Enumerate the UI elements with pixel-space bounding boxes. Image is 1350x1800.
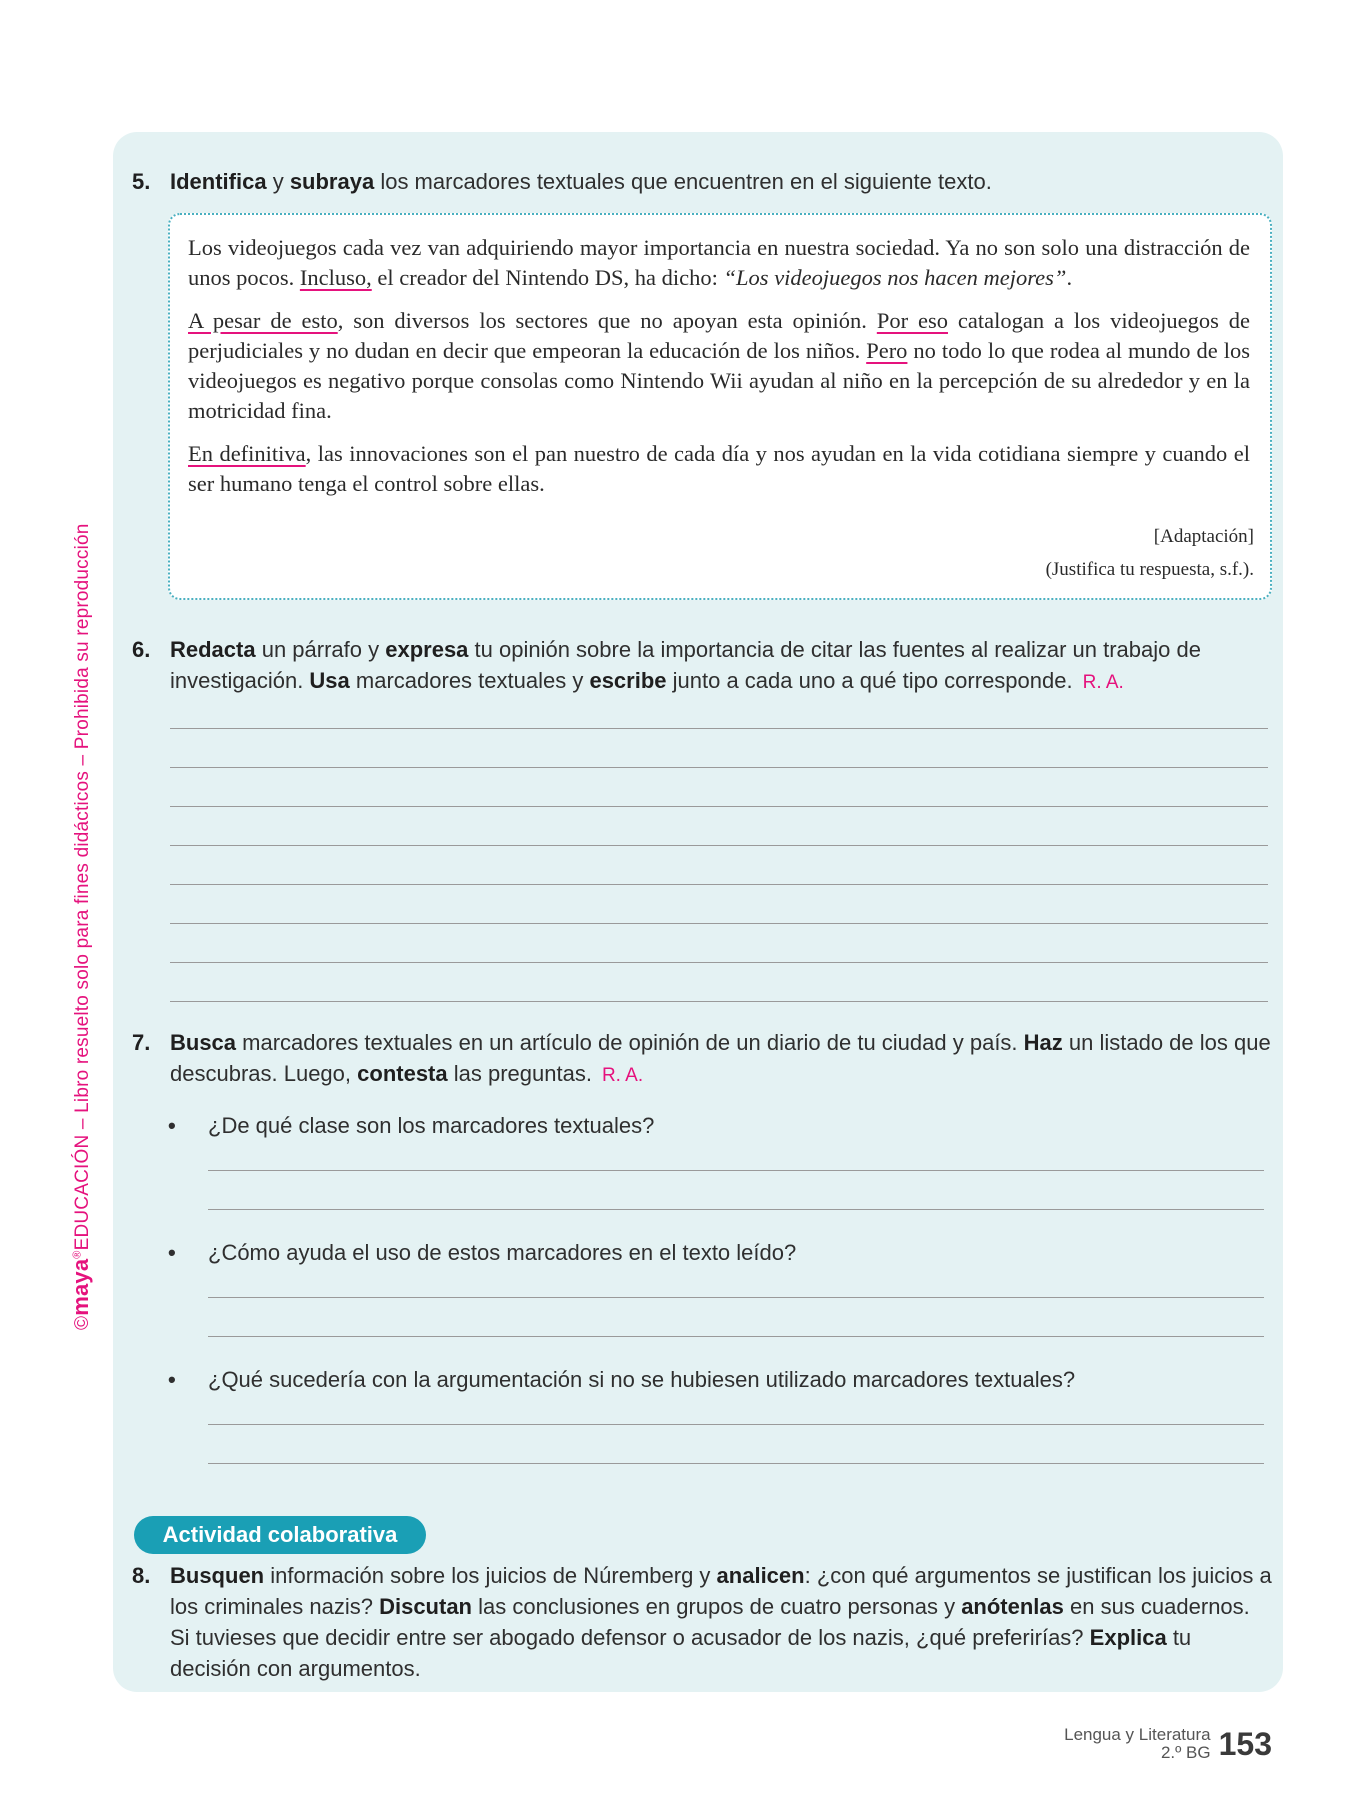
marker-por-eso: Por eso xyxy=(876,308,948,333)
question-6 xyxy=(132,634,1272,698)
answer-note: R. A. xyxy=(601,1065,644,1086)
footer-subject: Lengua y Literatura 2.º BG xyxy=(1064,1725,1211,1762)
answer-line[interactable] xyxy=(208,1209,1264,1210)
answer-line[interactable] xyxy=(208,1170,1264,1171)
marker-a-pesar-de-esto: A pesar de esto xyxy=(188,308,338,333)
answer-line[interactable] xyxy=(208,1424,1264,1425)
answer-line[interactable] xyxy=(170,806,1268,807)
question-number: 8. xyxy=(132,1563,151,1588)
reading-paragraph-2: A pesar de esto, son diversos los sectores que no apoyan esta opinión. Por eso catalogan a los videojuegos de perjudiciales y no dudan en decir que empeoran la educación de los niños. Pero no todo lo que rodea al mundo de los videojuegos es negativo porque consolas como Nintendo Wii ayudan al niño en la percepción de su alrededor y en la motricidad fina. xyxy=(188,308,1250,423)
question-8-text: Busquen información sobre los juicios de Núremberg y analicen: ¿con qué argumentos se justifican los juicios a los criminales nazis? Discutan las conclusiones en grupos de cuatro personas y anótenlas en sus cuadernos. Si tuvieses que decidir entre ser abogado defensor o acusador de los nazis, ¿qué preferirías? Explica tu decisión con argumentos. xyxy=(170,1563,1272,1681)
copyright-side-text: ©maya®EDUCACIÓN – Libro resuelto solo para fines didácticos – Prohibida su reproducción xyxy=(68,523,93,1330)
answer-line[interactable] xyxy=(208,1297,1264,1298)
question-number: 6. xyxy=(132,637,151,662)
answer-line[interactable] xyxy=(170,728,1268,729)
answer-line[interactable] xyxy=(170,923,1268,924)
marker-pero: Pero xyxy=(866,338,908,363)
reading-paragraph-1: Los videojuegos cada vez van adquiriendo mayor importancia en nuestra sociedad. Ya no son solo una distracción de unos pocos. Incluso, el creador del Nintendo DS, ha dicho: “Los videojuegos nos hacen mejores”. xyxy=(188,235,1250,290)
marker-incluso: Incluso, xyxy=(299,265,372,290)
text-source: [Adaptación] (Justifica tu respuesta, s.f.). xyxy=(1045,526,1254,580)
question-number: 5. xyxy=(132,169,151,194)
question-6-text: Redacta un párrafo y expresa tu opinión sobre la importancia de citar las fuentes al realizar un trabajo de investigación. Usa marcadores textuales y escribe junto a cada uno a qué tipo corresponde. R. A. xyxy=(170,637,1201,693)
bullet-question-1: • ¿De qué clase son los marcadores textuales? xyxy=(168,1113,655,1138)
question-number: 7. xyxy=(132,1030,151,1055)
question-8 xyxy=(132,1560,1272,1684)
answer-line[interactable] xyxy=(208,1463,1264,1464)
reading-paragraph-3: En definitiva, las innovaciones son el pan nuestro de cada día y nos ayudan en la vida cotidiana siempre y cuando el ser humano tenga el control sobre ellas. xyxy=(188,441,1250,496)
page-footer xyxy=(1064,1720,1272,1768)
answer-line[interactable] xyxy=(170,767,1268,768)
answer-line[interactable] xyxy=(208,1336,1264,1337)
question-7-text: Busca marcadores textuales en un artículo de opinión de un diario de tu ciudad y país. Haz un listado de los que descubras. Luego, contesta las preguntas. R. A. xyxy=(170,1030,1271,1086)
answer-line[interactable] xyxy=(170,1001,1268,1002)
reading-text-box xyxy=(168,213,1272,600)
answer-line[interactable] xyxy=(170,884,1268,885)
collaborative-activity-badge: Actividad colaborativa xyxy=(134,1516,426,1554)
question-5 xyxy=(132,166,1272,197)
answer-line[interactable] xyxy=(170,962,1268,963)
answer-line[interactable] xyxy=(170,845,1268,846)
bullet-question-3: • ¿Qué sucedería con la argumentación si no se hubiesen utilizado marcadores textuales? xyxy=(168,1367,1076,1392)
page-number: 153 xyxy=(1218,1725,1272,1762)
bullet-question-2: • ¿Cómo ayuda el uso de estos marcadores en el texto leído? xyxy=(168,1240,797,1265)
brand-logo-text: maya xyxy=(68,1258,93,1316)
question-5-text: Identifica y subraya los marcadores textuales que encuentren en el siguiente texto. xyxy=(170,169,992,194)
reading-text xyxy=(188,233,1250,512)
question-7 xyxy=(132,1027,1272,1091)
answer-note: R. A. xyxy=(1082,672,1124,693)
marker-en-definitiva: En definitiva xyxy=(188,441,306,466)
quote: “Los videojuegos nos hacen mejores” xyxy=(723,265,1067,290)
